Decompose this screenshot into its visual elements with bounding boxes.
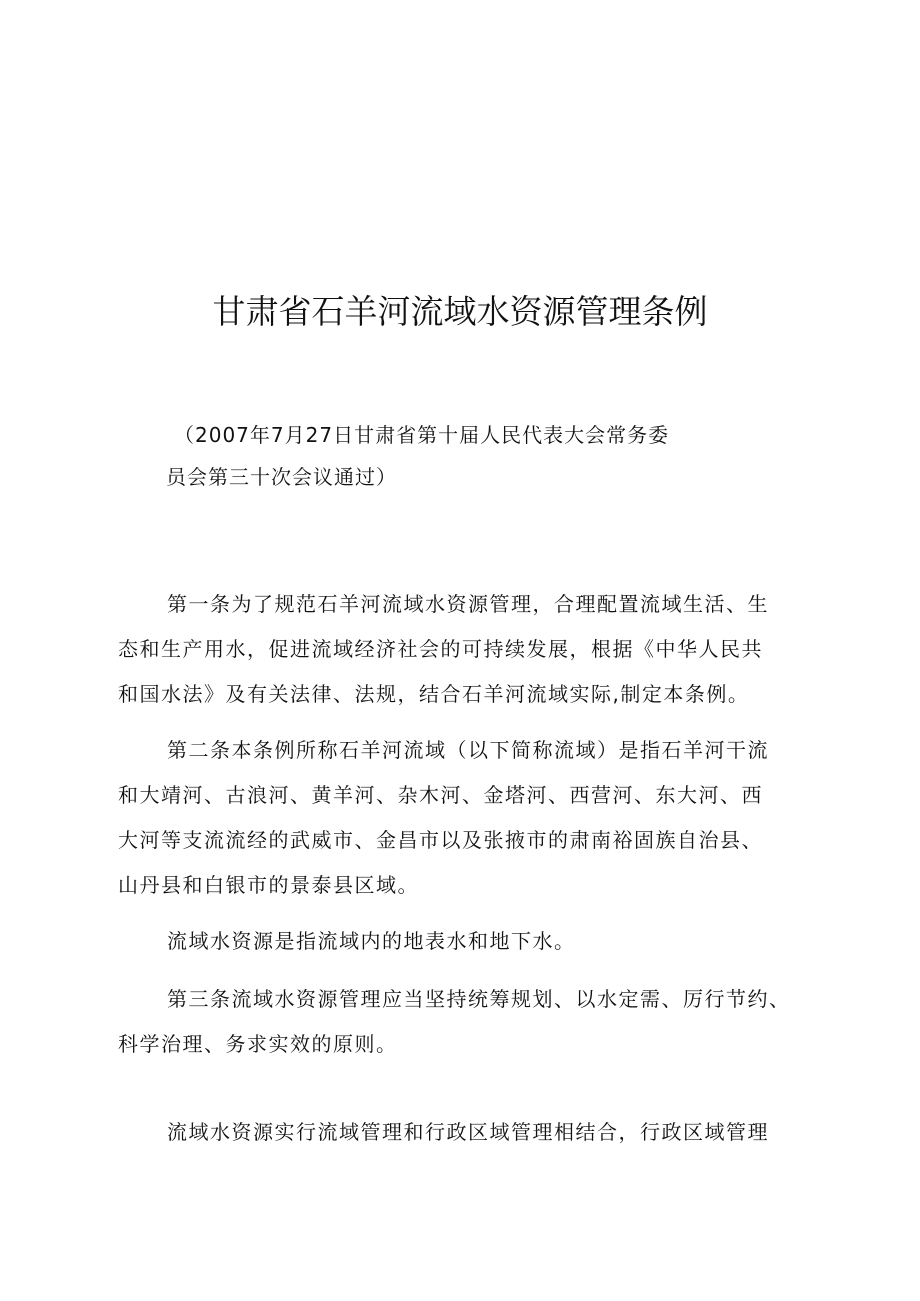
article-1-line-1: 第一条为了规范石羊河流域水资源管理，合理配置流域生活、生 (167, 592, 769, 616)
adoption-note-line-2: 员会第三十次会议通过） (166, 465, 397, 489)
article-2-line-3: 大河等支流流经的武威市、金昌市以及张掖市的肃南裕固族自治县、 (118, 828, 763, 852)
article-2-line-4: 山丹县和白银市的景泰县区域。 (118, 873, 419, 897)
article-2-line-2: 和大靖河、古浪河、黄羊河、杂木河、金塔河、西营河、东大河、西 (118, 783, 763, 807)
adoption-note-line-1: （2007年7月27日甘肃省第十届人民代表大会常务委 (174, 423, 670, 447)
article-3-line-1: 第三条流域水资源管理应当坚持统筹规划、以水定需、厉行节约、 (167, 987, 791, 1011)
article-1-line-3: 和国水法》及有关法律、法规，结合石羊河流域实际,制定本条例。 (118, 682, 750, 706)
article-1-line-2: 态和生产用水，促进流域经济社会的可持续发展，根据《中华人民共 (118, 637, 763, 661)
article-2-line-1: 第二条本条例所称石羊河流域（以下简称流域）是指石羊河干流 (167, 738, 769, 762)
article-3-paragraph-2: 流域水资源实行流域管理和行政区域管理相结合，行政区域管理 (167, 1120, 769, 1144)
article-3-line-2: 科学治理、务求实效的原则。 (118, 1032, 398, 1056)
document-title: 甘肃省石羊河流域水资源管理条例 (212, 292, 708, 331)
article-2-paragraph-2: 流域水资源是指流域内的地表水和地下水。 (167, 929, 576, 953)
